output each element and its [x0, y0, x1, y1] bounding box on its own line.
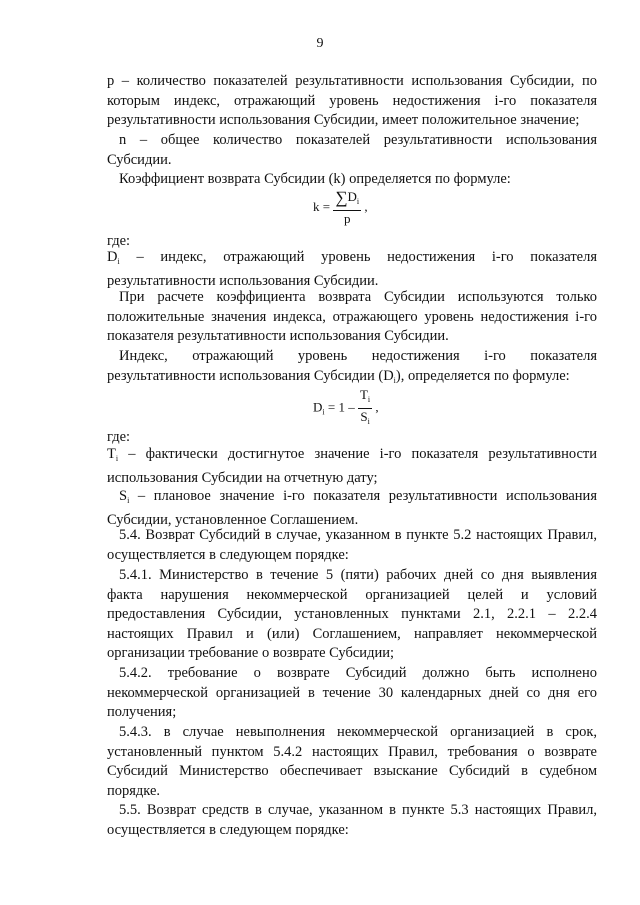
- paragraph-k-intro: Коэффициент возврата Субсидии (k) определяется по формуле:: [119, 171, 511, 187]
- paragraph-5-5: 5.5. Возврат средств в случае, указанном в пункте 5.3 настоящих Правил, осуществляется в следующем порядке:: [107, 802, 597, 838]
- paragraph-ti-definition: $T_i$ – фактически достигнутое значение i-го показателя результативности использования Субсидии на отчетную дату;: [107, 446, 597, 486]
- paragraph-p-definition: p – количество показателей результативности использования Субсидии, по которым индекс, отражающий уровень недостижения i-го показателя результативности использования Субсидии, имеет положительное значение;: [107, 73, 597, 129]
- label-where-1: где:: [107, 233, 131, 249]
- formula-di: $D_i = 1$ – $\frac{T_i}{S_i}$ ,: [313, 388, 379, 429]
- paragraph-positive-values: При расчете коэффициента возврата Субсидии используются только положительные значения индекса, отражающего уровень недостижения i-го показателя результативности использования Субсидии.: [107, 289, 597, 345]
- paragraph-di-intro: Индекс, отражающий уровень недостижения i-го показателя результативности использования Субсидии $(D_i)$, определяется по формуле:: [107, 348, 597, 385]
- formula-k-fraction: $\frac{\sum D_i}{p}$: [335, 188, 360, 226]
- label-where-2: где:: [107, 429, 131, 445]
- formula-di-fraction: $\frac{T_i}{S_i}$: [359, 387, 371, 426]
- paragraph-n-definition: n – общее количество показателей результативности использования Субсидии.: [107, 132, 597, 168]
- paragraph-si-definition: $S_i$ – плановое значение i-го показателя результативности использования Субсидии, установленное Соглашением.: [107, 488, 597, 528]
- paragraph-5-4-2: 5.4.2. требование о возврате Субсидий должно быть исполнено некоммерческой организацией в течение 30 календарных дней со дня его получения;: [107, 665, 597, 721]
- page-number: 9: [316, 36, 324, 51]
- paragraph-di-definition: $D_i$ – индекс, отражающий уровень недостижения i-го показателя результативности использования Субсидии.: [107, 249, 597, 289]
- paragraph-5-4-1: 5.4.1. Министерство в течение 5 (пяти) рабочих дней со дня выявления факта нарушения некоммерческой организацией целей и условий предоставления Субсидии, установленных пунктами 2.1, 2.2.1 – 2.2.4 настоящих Правил и (или) Соглашением, направляет некоммерческой организации требование о возврате Субсидии;: [107, 567, 597, 662]
- formula-k: k = $\frac{\sum D_i}{p}$ ,: [313, 188, 368, 226]
- paragraph-5-4-3: 5.4.3. в случае невыполнения некоммерческой организацией в срок, установленный пунктом 5.4.2 настоящих Правил, требования о возврате Субсидий Министерство обеспечивает взыскание Субсидий в судебном порядке.: [107, 724, 597, 799]
- paragraph-5-4: 5.4. Возврат Субсидий в случае, указанном в пункте 5.2 настоящих Правил, осуществляется в следующем порядке:: [107, 527, 597, 563]
